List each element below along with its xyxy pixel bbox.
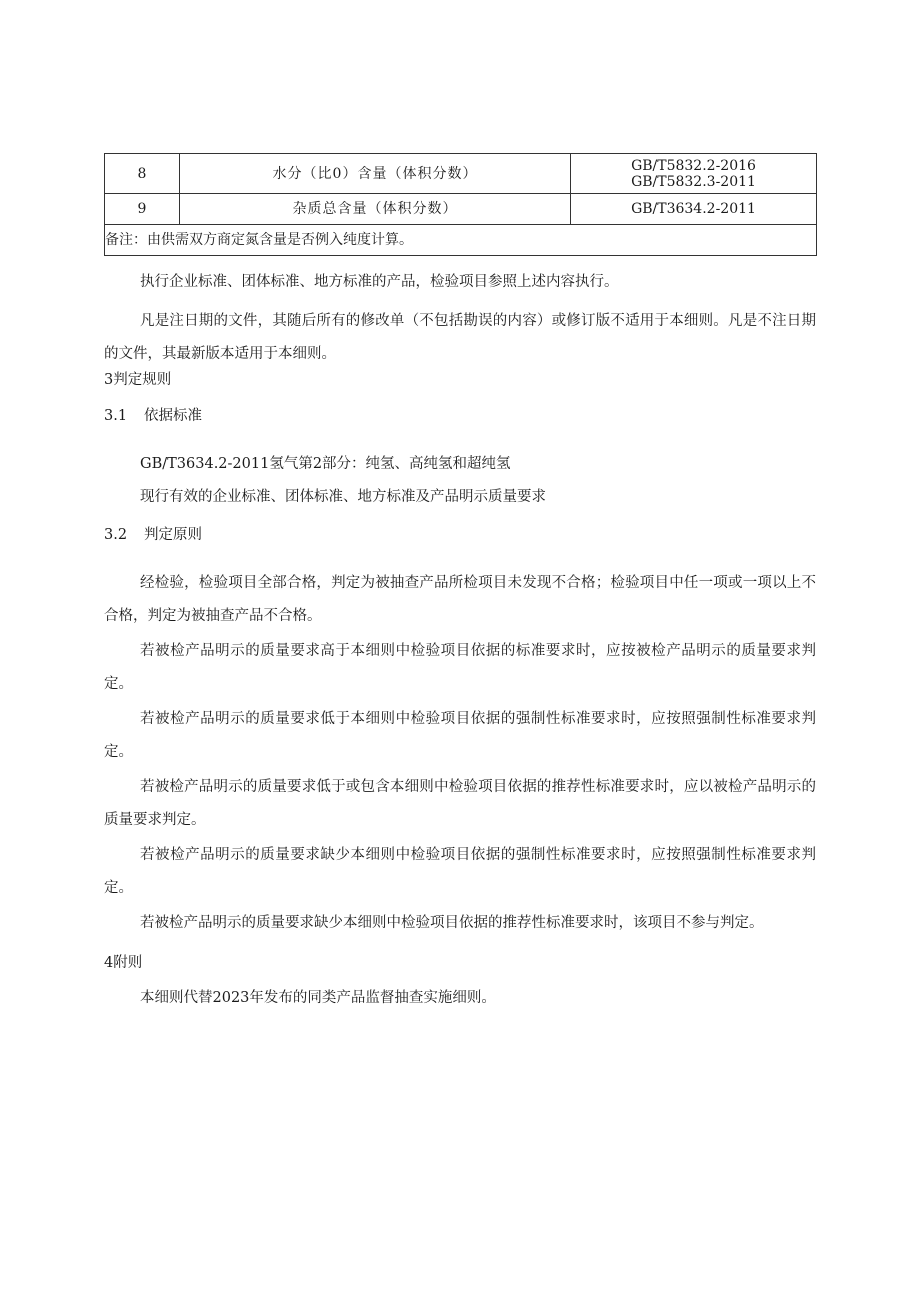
reference-standard: GB/T3634.2-2011氢气第2部分：纯氢、高纯氢和超纯氢 xyxy=(140,456,511,472)
section-number: 3.1 xyxy=(104,408,128,424)
inspection-item: 杂质总含量（体积分数） xyxy=(180,194,571,225)
table-row xyxy=(105,194,817,225)
section-3-1-heading xyxy=(104,406,202,426)
standard-code: GB/T5832.3-2011 xyxy=(631,173,756,190)
standard-cell xyxy=(571,154,817,194)
section-number: 3.2 xyxy=(104,527,128,543)
rule-paragraph: 经检验，检验项目全部合格，判定为被抽查产品所检项目未发现不合格；检验项目中任一项或一项以上不合格，判定为被抽查产品不合格。 xyxy=(104,575,816,624)
table-note: 备注：由供需双方商定氮含量是否例入纯度计算。 xyxy=(105,225,817,256)
row-number: 9 xyxy=(105,194,180,225)
section-title: 依据标准 xyxy=(144,408,202,424)
table-row xyxy=(105,154,817,194)
rule-paragraph: 若被检产品明示的质量要求高于本细则中检验项目依据的标准要求时，应按被检产品明示的质量要求判定。 xyxy=(104,643,816,692)
paragraph-dated-references: 凡是注日期的文件，其随后所有的修改单（不包括勘误的内容）或修订版不适用于本细则。凡是不注日期的文件，其最新版本适用于本细则。 xyxy=(104,313,816,362)
reference-standard: 现行有效的企业标准、团体标准、地方标准及产品明示质量要求 xyxy=(140,489,546,505)
section-4-text: 本细则代替2023年发布的同类产品监督抽查实施细则。 xyxy=(140,990,496,1006)
rule-paragraph: 若被检产品明示的质量要求低于或包含本细则中检验项目依据的推荐性标准要求时，应以被检产品明示的质量要求判定。 xyxy=(104,779,816,828)
row-number: 8 xyxy=(105,154,180,194)
rule-paragraph: 若被检产品明示的质量要求缺少本细则中检验项目依据的强制性标准要求时，应按照强制性标准要求判定。 xyxy=(104,847,816,896)
standard-code: GB/T3634.2-2011 xyxy=(631,201,756,217)
inspection-items-table xyxy=(104,153,817,256)
section-title: 判定原则 xyxy=(144,527,202,543)
section-4-heading: 4附则 xyxy=(104,955,143,971)
rule-paragraph: 若被检产品明示的质量要求低于本细则中检验项目依据的强制性标准要求时，应按照强制性标准要求判定。 xyxy=(104,711,816,760)
section-3-2-heading xyxy=(104,525,202,545)
inspection-item: 水分（比0）含量（体积分数） xyxy=(180,154,571,194)
standard-code: GB/T5832.2-2016 xyxy=(631,157,756,174)
paragraph-execution-scope: 执行企业标准、团体标准、地方标准的产品，检验项目参照上述内容执行。 xyxy=(140,274,619,290)
table-note-row xyxy=(105,225,817,256)
rule-paragraph: 若被检产品明示的质量要求缺少本细则中检验项目依据的推荐性标准要求时，该项目不参与判定。 xyxy=(140,915,764,931)
section-3-heading: 3判定规则 xyxy=(104,372,172,388)
standard-cell xyxy=(571,194,817,225)
